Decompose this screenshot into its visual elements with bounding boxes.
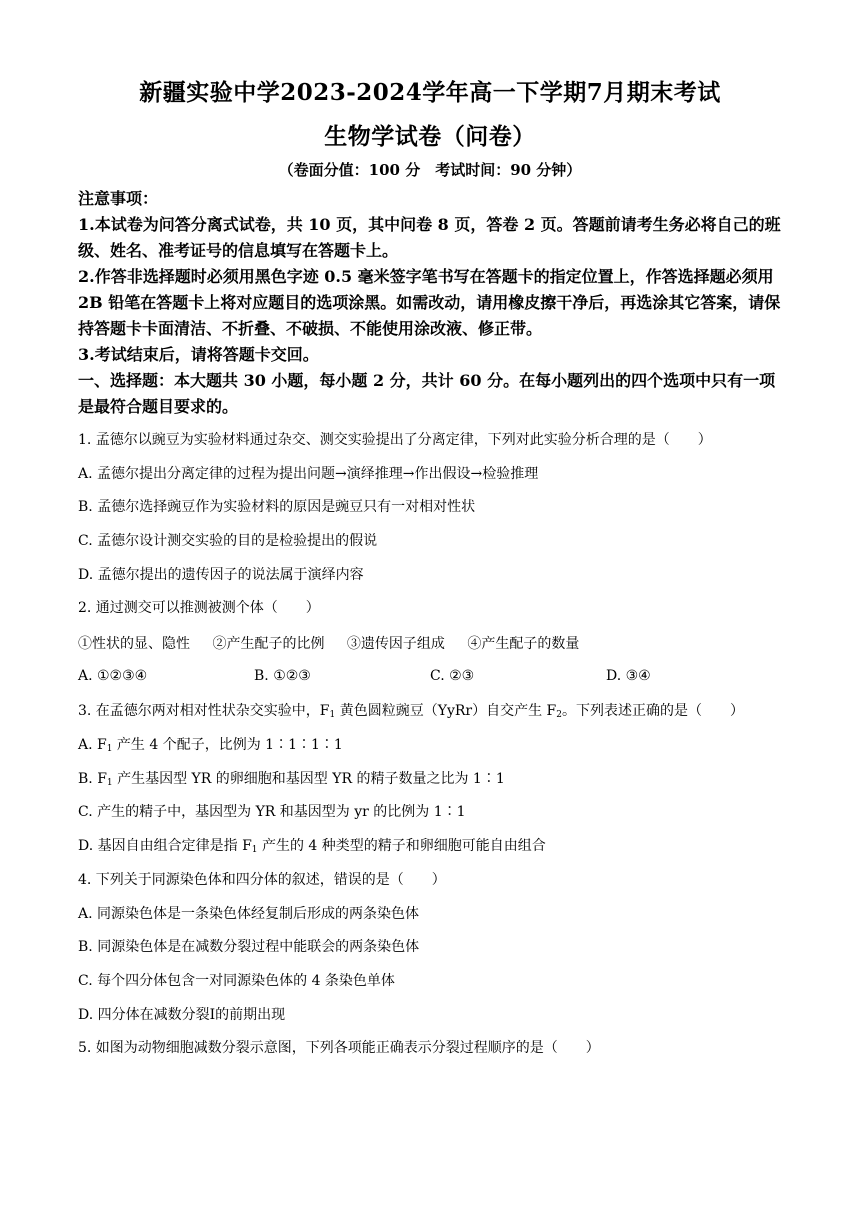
q2-option-b: B. ①②③ [254,668,311,684]
exam-subtitle: 生物学试卷（问卷） [324,123,536,150]
q2-item-2: ②产生配子的比例 [212,636,325,652]
q3-option-d: D. 基因自由组合定律是指 $F_1$ 产生的 4 种类型的精子和卵细胞可能自由组合 [78,838,546,855]
q1-option-a: A. 孟德尔提出分离定律的过程为提出问题→演绎推理→作出假设→检验推理 [78,466,539,482]
q1-option-c: C. 孟德尔设计测交实验的目的是检验提出的假说 [78,533,378,549]
notes-section [78,186,788,420]
notes-item-2: 2.作答非选择题时必须用黑色字迹 0.5 毫米签字笔书写在答题卡的指定位置上，作答选择题必须用 2B 铅笔在答题卡上将对应题目的选项涂黑。如需改动，请用橡皮擦干净后，再选涂其它答案，请保持答题卡卡面清洁、不折叠、不破损、不能使用涂改液、修正带。 [78,267,781,338]
q1-option-d: D. 孟德尔提出的遗传因子的说法属于演绎内容 [78,567,364,583]
q4-option-b: B. 同源染色体是在减数分裂过程中能联会的两条染色体 [78,939,420,955]
q1-option-b: B. 孟德尔选择豌豆作为实验材料的原因是豌豆只有一对相对性状 [78,499,476,515]
q2-option-a: A. ①②③④ [78,668,148,684]
q2-option-d: D. ③④ [606,668,651,684]
q2-item-1: ①性状的显、隐性 [78,636,190,652]
q2-items [78,633,597,653]
q2-stem: 2. 通过测交可以推测被测个体（ ） [78,600,320,616]
notes-heading: 注意事项： [78,189,159,208]
q5-stem: 5. 如图为动物细胞减数分裂示意图，下列各项能正确表示分裂过程顺序的是（ ） [78,1040,600,1056]
exam-title: 新疆实验中学2023-2024学年高一下学期7月期末考试 [139,79,721,106]
q2-option-c: C. ②③ [430,668,475,684]
q4-option-d: D. 四分体在减数分裂Ⅰ的前期出现 [78,1007,286,1023]
q4-stem: 4. 下列关于同源染色体和四分体的叙述，错误的是（ ） [78,872,446,888]
q3-option-a: A. $F_1$ 产生 4 个配子，比例为 1∶1∶1∶1 [78,737,343,754]
q2-options [78,668,793,684]
q1-stem: 1. 孟德尔以豌豆为实验材料通过杂交、测交实验提出了分离定律，下列对此实验分析合理的是（ ） [78,432,712,448]
q2-item-3: ③遗传因子组成 [346,636,445,652]
notes-item-1: 1.本试卷为问答分离式试卷，共 10 页，其中问卷 8 页，答卷 2 页。答题前请考生务必将自己的班级、姓名、准考证号的信息填写在答题卡上。 [78,215,781,260]
section-heading: 一、选择题：本大题共 30 小题，每小题 2 分，共计 60 分。在每小题列出的四个选项中只有一项是最符合题目要求的。 [78,371,776,416]
exam-meta: （卷面分值：100 分 考试时间：90 分钟） [278,161,582,179]
q2-item-4: ④产生配子的数量 [467,636,580,652]
notes-item-3: 3.考试结束后，请将答题卡交回。 [78,345,319,364]
q3-option-c: C. 产生的精子中，基因型为 YR 和基因型为 yr 的比例为 1∶1 [78,804,466,820]
q4-option-a: A. 同源染色体是一条染色体经复制后形成的两条染色体 [78,906,420,922]
q3-stem: 3. 在孟德尔两对相对性状杂交实验中，$F_1$ 黄色圆粒豌豆（YyRr）自交产生 $F_2$。下列表述正确的是（ ） [78,703,744,720]
q4-option-c: C. 每个四分体包含一对同源染色体的 4 条染色单体 [78,973,395,989]
q3-option-b: B. $F_1$ 产生基因型 YR 的卵细胞和基因型 YR 的精子数量之比为 1∶1 [78,771,505,788]
